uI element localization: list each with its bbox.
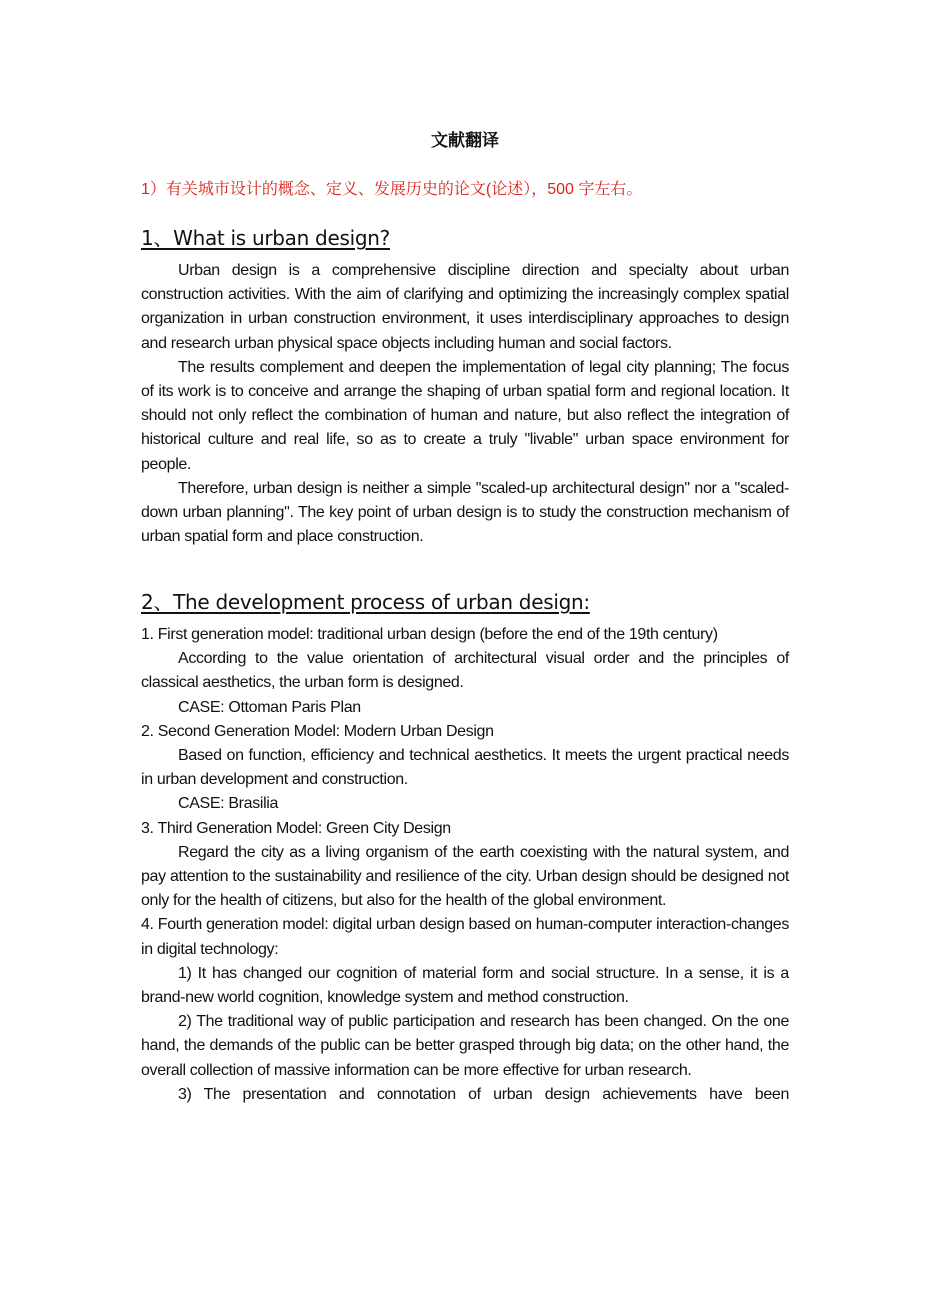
list-item: 2. Second Generation Model: Modern Urban Design [141, 722, 494, 740]
case-label: CASE: Brasilia [178, 795, 279, 813]
section-1-heading: 1、What is urban design? [141, 226, 390, 250]
paragraph: Regard the city as a living organism of the earth coexisting with the natural system, and pay attention to the sustainability and resilience of the city. Urban design should be designed not only for the health of citizens, but also for the health of the global environment. [141, 843, 789, 910]
list-item: 4. Fourth generation model: digital urban design based on human-computer interaction-changes in digital technology: [141, 916, 789, 958]
section-1-body [141, 259, 789, 549]
list-item: 3. Third Generation Model: Green City Design [141, 819, 451, 837]
section-2-heading: 2、The development process of urban design: [141, 590, 590, 614]
section-2-body [141, 623, 789, 1107]
paragraph: Based on function, efficiency and technical aesthetics. It meets the urgent practical needs in urban development and construction. [141, 747, 789, 789]
paragraph: Therefore, urban design is neither a simple "scaled-up architectural design" nor a "scaled-down urban planning". The key point of urban design is to study the construction mechanism of urban spatial form and place construction. [141, 479, 789, 546]
case-label: CASE: Ottoman Paris Plan [178, 698, 361, 716]
paragraph: 2) The traditional way of public participation and research has been changed. On the one hand, the demands of the public can be better grasped through big data; on the other hand, the overall collection of massive information can be more effective for urban research. [141, 1013, 789, 1079]
paragraph: The results complement and deepen the implementation of legal city planning; The focus of its work is to conceive and arrange the shaping of urban spatial form and regional location. It should not only reflect the combination of human and nature, but also reflect the integration of historical culture and real life, so as to create a truly "livable" urban space environment for people. [141, 358, 789, 473]
paragraph: Urban design is a comprehensive discipline direction and specialty about urban construction activities. With the aim of clarifying and optimizing the increasingly complex spatial organization in urban construction environment, it uses interdisciplinary approaches to design and research urban physical space objects including human and social factors. [141, 262, 789, 352]
document-title: 文献翻译 [431, 131, 499, 150]
paragraph: According to the value orientation of architectural visual order and the principles of classical aesthetics, the urban form is designed. [141, 650, 789, 692]
paragraph: 1) It has changed our cognition of material form and social structure. In a sense, it is a brand-new world cognition, knowledge system and method construction. [141, 964, 789, 1007]
list-item: 1. First generation model: traditional urban design (before the end of the 19th century) [141, 626, 718, 643]
paragraph: 3) The presentation and connotation of urban design achievements have been [178, 1085, 789, 1103]
assignment-prompt: 1）有关城市设计的概念、定义、发展历史的论文(论述），500 字左右。 [141, 181, 643, 198]
